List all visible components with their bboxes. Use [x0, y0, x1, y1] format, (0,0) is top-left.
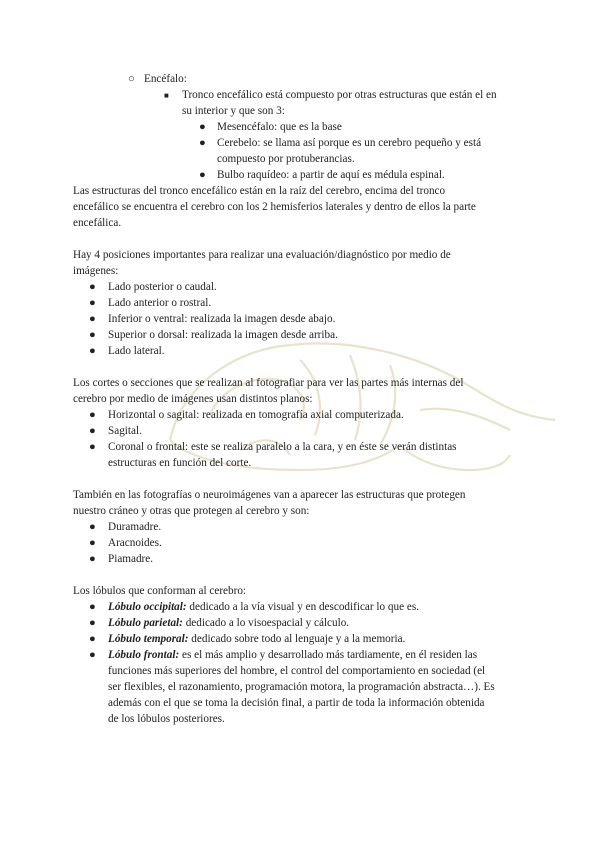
- paragraph-line: También en las fotografías o neuroimágenes van a aparecer las estructuras que protegen: [73, 489, 466, 501]
- list-item-text: su interior y que son 3:: [182, 105, 285, 117]
- list-item-text: Lado anterior o rostral.: [108, 297, 212, 309]
- list-item-text: ser flexibles, el razonamiento, programación motora, la programación abstracta…). Es: [108, 681, 495, 693]
- lobe-description: dedicado sobre todo al lenguaje y a la memoria.: [188, 633, 406, 645]
- list-item: [108, 600, 419, 616]
- bullet-icon: ●: [199, 169, 206, 181]
- bullet-icon: ●: [199, 121, 206, 133]
- lobe-description: es el más amplio y desarrollado más tardiamente, en él residen las: [179, 649, 478, 661]
- list-item-text: Mesencéfalo: que es la base: [217, 121, 342, 133]
- list-item-text: Encéfalo:: [144, 73, 187, 85]
- bullet-icon: ●: [89, 281, 96, 293]
- list-item-text: Duramadre.: [108, 521, 162, 533]
- list-item-text: Piamadre.: [108, 553, 154, 565]
- bullet-icon: ●: [89, 313, 96, 325]
- paragraph-line: cerebro por medio de imágenes usan distintos planos:: [73, 393, 313, 405]
- bullet-icon: ●: [89, 409, 96, 421]
- list-item-text: además con el que se toma la decisión final, a partir de toda la información obtenida: [108, 697, 485, 709]
- circle-bullet-icon: ○: [128, 73, 135, 85]
- list-item-text: Lado lateral.: [108, 345, 165, 357]
- list-item-text: Inferior o ventral: realizada la imagen desde abajo.: [108, 313, 336, 325]
- bullet-icon: ●: [89, 521, 96, 533]
- bullet-icon: ●: [89, 425, 96, 437]
- list-item: [108, 632, 405, 648]
- list-item: [164, 88, 169, 104]
- bullet-icon: ●: [89, 633, 96, 645]
- list-item-text: Bulbo raquídeo: a partir de aquí es médula espinal.: [217, 169, 445, 181]
- lobe-term: Lóbulo frontal:: [108, 649, 180, 661]
- lobe-term: Lóbulo occipital:: [108, 601, 187, 613]
- list-item-text: Horizontal o sagital: realizada en tomografía axial computerizada.: [108, 409, 404, 421]
- paragraph-line: Las estructuras del tronco encefálico están en la raíz del cerebro, encima del tronco: [73, 185, 446, 197]
- list-item: [108, 648, 477, 664]
- list-item-text: Coronal o frontal: este se realiza paralelo a la cara, y en éste se verán distintas: [108, 441, 457, 453]
- list-item-text: estructuras en función del corte.: [108, 457, 252, 469]
- list-item-text: Tronco encefálico está compuesto por otras estructuras que están el en: [182, 89, 497, 101]
- lobe-description: dedicado a lo visoespacial y cálculo.: [182, 617, 350, 629]
- paragraph-line: nuestro cráneo y otras que protegen al cerebro y son:: [73, 505, 310, 517]
- bullet-icon: ●: [89, 441, 96, 453]
- paragraph-line: encefálica.: [73, 217, 122, 229]
- list-item-text: Sagital.: [108, 425, 142, 437]
- list-item-text: Cerebelo: se llama así porque es un cerebro pequeño y está: [217, 137, 482, 149]
- bullet-icon: ●: [199, 137, 206, 149]
- paragraph-line: Los cortes o secciones que se realizan al fotografiar para ver las partes más internas del: [73, 377, 464, 389]
- bullet-icon: ●: [89, 649, 96, 661]
- list-item: [128, 72, 187, 88]
- bullet-icon: ●: [89, 601, 96, 613]
- bullet-icon: ●: [89, 553, 96, 565]
- lobe-term: Lóbulo parietal:: [108, 617, 183, 629]
- list-item-text: de los lóbulos posteriores.: [108, 713, 225, 725]
- bullet-icon: ●: [89, 537, 96, 549]
- list-item: [108, 616, 349, 632]
- bullet-icon: ●: [89, 329, 96, 341]
- list-item-text: funciones más superiores del hombre, el control del comportamiento en sociedad (el: [108, 665, 486, 677]
- lobe-description: dedicado a la vía visual y en descodificar lo que es.: [186, 601, 419, 613]
- bullet-icon: ●: [89, 345, 96, 357]
- square-bullet-icon: ■: [164, 91, 169, 100]
- bullet-icon: ●: [89, 297, 96, 309]
- paragraph-line: imágenes:: [73, 265, 119, 277]
- paragraph-line: encefálico se encuentra el cerebro con los 2 hemisferios laterales y dentro de ellos la parte: [73, 201, 476, 213]
- list-item-text: Superior o dorsal: realizada la imagen desde arriba.: [108, 329, 338, 341]
- paragraph-line: Los lóbulos que conforman al cerebro:: [73, 585, 247, 597]
- bullet-icon: ●: [89, 617, 96, 629]
- lobe-term: Lóbulo temporal:: [108, 633, 189, 645]
- list-item-text: Aracnoides.: [108, 537, 162, 549]
- paragraph-line: Hay 4 posiciones importantes para realizar una evaluación/diagnóstico por medio de: [73, 249, 451, 261]
- list-item-text: compuesto por protuberancias.: [217, 153, 355, 165]
- list-item-text: Lado posterior o caudal.: [108, 281, 217, 293]
